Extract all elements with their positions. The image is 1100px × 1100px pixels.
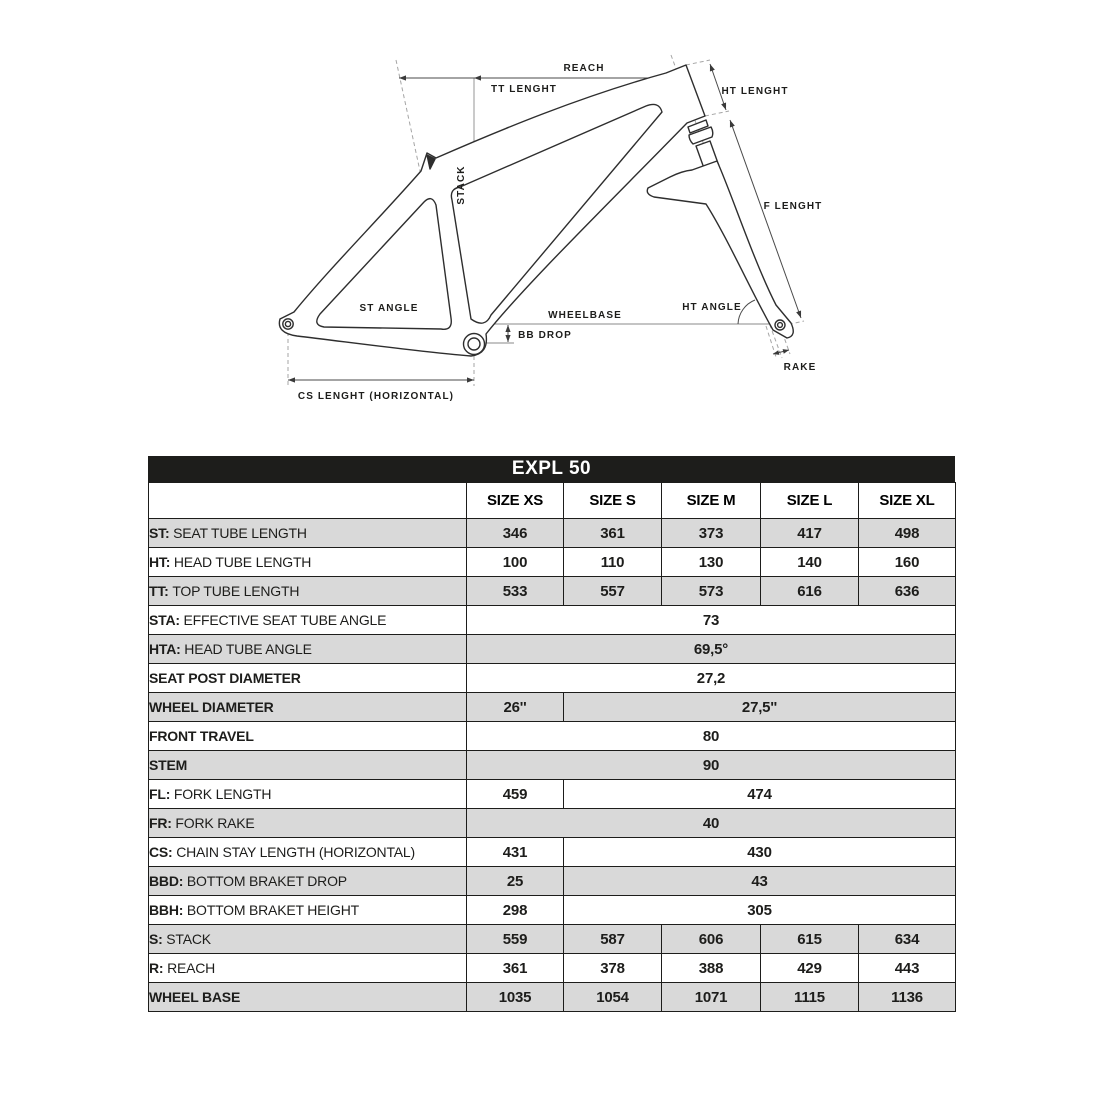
spec-value-cell: 27,5'' — [564, 693, 956, 722]
spec-value-cell: 443 — [859, 954, 956, 983]
spec-value-cell: 346 — [467, 519, 564, 548]
spec-value-cell: 361 — [564, 519, 662, 548]
spec-row — [149, 896, 956, 925]
header-size-xs: SIZE XS — [467, 483, 564, 519]
header-empty-cell — [149, 483, 467, 519]
spec-label-cell — [149, 635, 467, 664]
spec-value-cell: 616 — [761, 577, 859, 606]
label-ht-length: HT LENGHT — [721, 86, 789, 97]
spec-label-cell — [149, 925, 467, 954]
spec-row — [149, 867, 956, 896]
header-size-xl: SIZE XL — [859, 483, 956, 519]
spec-table-body — [149, 519, 956, 1012]
spec-label-prefix: STA: — [149, 612, 184, 628]
spec-value-cell: 361 — [467, 954, 564, 983]
spec-value-cell: 140 — [761, 548, 859, 577]
label-f-length: F LENGHT — [763, 201, 823, 212]
spec-value-cell: 417 — [761, 519, 859, 548]
spec-label-text: BOTTOM BRAKET HEIGHT — [186, 902, 359, 918]
spec-value-cell: 110 — [564, 548, 662, 577]
spec-row — [149, 606, 956, 635]
spec-label-prefix: CS: — [149, 844, 177, 860]
spec-label-text: SEAT TUBE LENGTH — [173, 525, 307, 541]
spec-value-cell: 25 — [467, 867, 564, 896]
spec-label-cell — [149, 548, 467, 577]
spec-value-cell: 429 — [761, 954, 859, 983]
spec-value-cell: 533 — [467, 577, 564, 606]
label-tt-length: TT LENGHT — [490, 84, 558, 95]
spec-value-cell: 130 — [662, 548, 761, 577]
spec-value-cell: 40 — [467, 809, 956, 838]
spec-value-cell: 431 — [467, 838, 564, 867]
spec-value-cell: 636 — [859, 577, 956, 606]
spec-value-cell: 305 — [564, 896, 956, 925]
spec-label-prefix: BBH: — [149, 902, 187, 918]
header-size-s: SIZE S — [564, 483, 662, 519]
bike-geometry-diagram — [0, 0, 1100, 450]
spec-value-cell: 430 — [564, 838, 956, 867]
spec-label-prefix: WHEEL DIAMETER — [149, 699, 274, 715]
spec-row — [149, 693, 956, 722]
spec-value-cell: 615 — [761, 925, 859, 954]
spec-row — [149, 722, 956, 751]
spec-value-cell: 606 — [662, 925, 761, 954]
spec-table — [148, 482, 956, 1012]
spec-label-cell — [149, 867, 467, 896]
spec-row — [149, 809, 956, 838]
spec-value-cell: 559 — [467, 925, 564, 954]
spec-label-cell — [149, 983, 467, 1012]
spec-value-cell: 378 — [564, 954, 662, 983]
spec-label-prefix: R: — [149, 960, 168, 976]
spec-value-cell: 1136 — [859, 983, 956, 1012]
spec-row — [149, 577, 956, 606]
spec-label-prefix: BBD: — [149, 873, 187, 889]
spec-row — [149, 954, 956, 983]
label-cs-length: CS LENGHT (HORIZONTAL) — [297, 391, 455, 402]
spec-label-cell — [149, 693, 467, 722]
frame-outline — [279, 65, 705, 356]
spec-label-text: BOTTOM BRAKET DROP — [186, 873, 347, 889]
spec-label-cell — [149, 751, 467, 780]
spec-label-cell — [149, 780, 467, 809]
spec-value-cell: 43 — [564, 867, 956, 896]
label-wheelbase: WHEELBASE — [548, 310, 622, 321]
spec-label-cell — [149, 896, 467, 925]
spec-value-cell: 27,2 — [467, 664, 956, 693]
label-stack: STACK — [456, 165, 467, 205]
spec-value-cell: 69,5° — [467, 635, 956, 664]
label-bb-drop: BB DROP — [518, 330, 572, 341]
spec-label-text: CHAIN STAY LENGTH (HORIZONTAL) — [176, 844, 415, 860]
spec-value-cell: 388 — [662, 954, 761, 983]
spec-label-text: EFFECTIVE SEAT TUBE ANGLE — [183, 612, 387, 628]
spec-value-cell: 1115 — [761, 983, 859, 1012]
spec-value-cell: 90 — [467, 751, 956, 780]
spec-value-cell: 373 — [662, 519, 761, 548]
spec-label-prefix: SEAT POST DIAMETER — [149, 670, 301, 686]
spec-label-prefix: HT: — [149, 554, 174, 570]
label-reach: REACH — [563, 63, 605, 74]
spec-value-cell: 587 — [564, 925, 662, 954]
spec-value-cell: 73 — [467, 606, 956, 635]
spec-label-prefix: FL: — [149, 786, 174, 802]
spec-value-cell: 1071 — [662, 983, 761, 1012]
spec-row — [149, 925, 956, 954]
spec-row — [149, 664, 956, 693]
spec-row — [149, 983, 956, 1012]
label-st-angle: ST ANGLE — [359, 303, 419, 314]
spec-row — [149, 519, 956, 548]
spec-label-cell — [149, 577, 467, 606]
spec-row — [149, 751, 956, 780]
spec-label-prefix: STEM — [149, 757, 188, 773]
spec-value-cell: 498 — [859, 519, 956, 548]
header-size-m: SIZE M — [662, 483, 761, 519]
spec-label-cell — [149, 954, 467, 983]
table-title: EXPL 50 — [148, 456, 955, 482]
spec-value-cell: 1035 — [467, 983, 564, 1012]
spec-label-text: TOP TUBE LENGTH — [172, 583, 300, 599]
spec-value-cell: 573 — [662, 577, 761, 606]
header-size-l: SIZE L — [761, 483, 859, 519]
spec-label-text: FORK RAKE — [175, 815, 255, 831]
spec-value-cell: 298 — [467, 896, 564, 925]
spec-label-prefix: TT: — [149, 583, 173, 599]
spec-label-prefix: S: — [149, 931, 167, 947]
spec-label-text: HEAD TUBE LENGTH — [173, 554, 312, 570]
spec-value-cell: 160 — [859, 548, 956, 577]
spec-label-prefix: HTA: — [149, 641, 185, 657]
spec-label-text: HEAD TUBE ANGLE — [184, 641, 312, 657]
spec-label-cell — [149, 519, 467, 548]
spec-label-text: REACH — [167, 960, 216, 976]
spec-value-cell: 80 — [467, 722, 956, 751]
spec-label-prefix: FR: — [149, 815, 176, 831]
label-ht-angle: HT ANGLE — [682, 302, 742, 313]
spec-value-cell: 634 — [859, 925, 956, 954]
spec-label-cell — [149, 664, 467, 693]
spec-value-cell: 26'' — [467, 693, 564, 722]
spec-label-cell — [149, 722, 467, 751]
spec-label-prefix: ST: — [149, 525, 174, 541]
spec-value-cell: 557 — [564, 577, 662, 606]
spec-row — [149, 635, 956, 664]
spec-row — [149, 838, 956, 867]
spec-row — [149, 780, 956, 809]
spec-value-cell: 1054 — [564, 983, 662, 1012]
spec-label-text: STACK — [166, 931, 211, 947]
spec-label-text: FORK LENGTH — [173, 786, 272, 802]
spec-value-cell: 100 — [467, 548, 564, 577]
spec-value-cell: 474 — [564, 780, 956, 809]
spec-row — [149, 548, 956, 577]
spec-label-prefix: FRONT TRAVEL — [149, 728, 254, 744]
spec-value-cell: 459 — [467, 780, 564, 809]
spec-label-cell — [149, 809, 467, 838]
label-rake: RAKE — [783, 362, 817, 373]
spec-label-cell — [149, 606, 467, 635]
size-header-row — [149, 483, 956, 519]
spec-label-cell — [149, 838, 467, 867]
spec-label-prefix: WHEEL BASE — [149, 989, 241, 1005]
